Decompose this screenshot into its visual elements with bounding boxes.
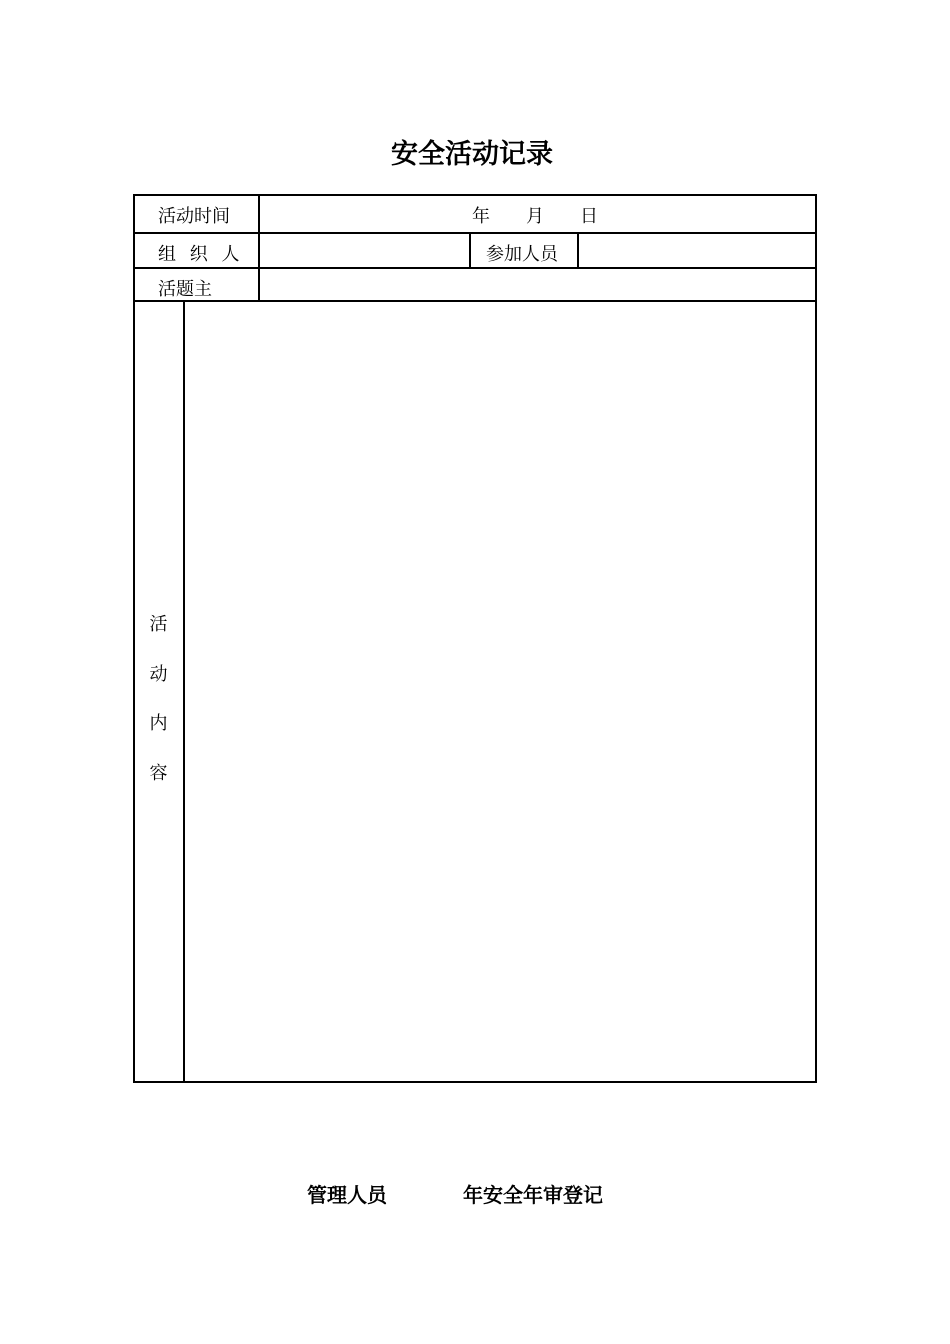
activity-content-field[interactable] — [185, 302, 815, 1081]
activity-date-field[interactable]: 年 月 日 — [472, 206, 598, 227]
topic-field[interactable] — [260, 269, 815, 300]
organizer-label: 组 织 人 — [158, 244, 244, 265]
participants-label: 参加人员 — [486, 244, 558, 265]
footer-right-text: 年安全年审登记 — [463, 1183, 603, 1207]
activity-time-label: 活动时间 — [158, 206, 230, 227]
topic-label: 活题主 — [158, 279, 212, 300]
participants-field[interactable] — [579, 234, 815, 267]
organizer-field[interactable] — [260, 234, 469, 267]
content-label-char: 活 — [149, 614, 168, 635]
page-title: 安全活动记录 — [391, 139, 553, 170]
content-label-char: 容 — [149, 762, 168, 784]
footer-left-text: 管理人员 — [307, 1183, 387, 1207]
content-label-char: 动 — [149, 663, 168, 685]
column-divider — [469, 232, 471, 269]
activity-content-label — [133, 610, 184, 808]
content-label-char: 内 — [149, 713, 168, 734]
